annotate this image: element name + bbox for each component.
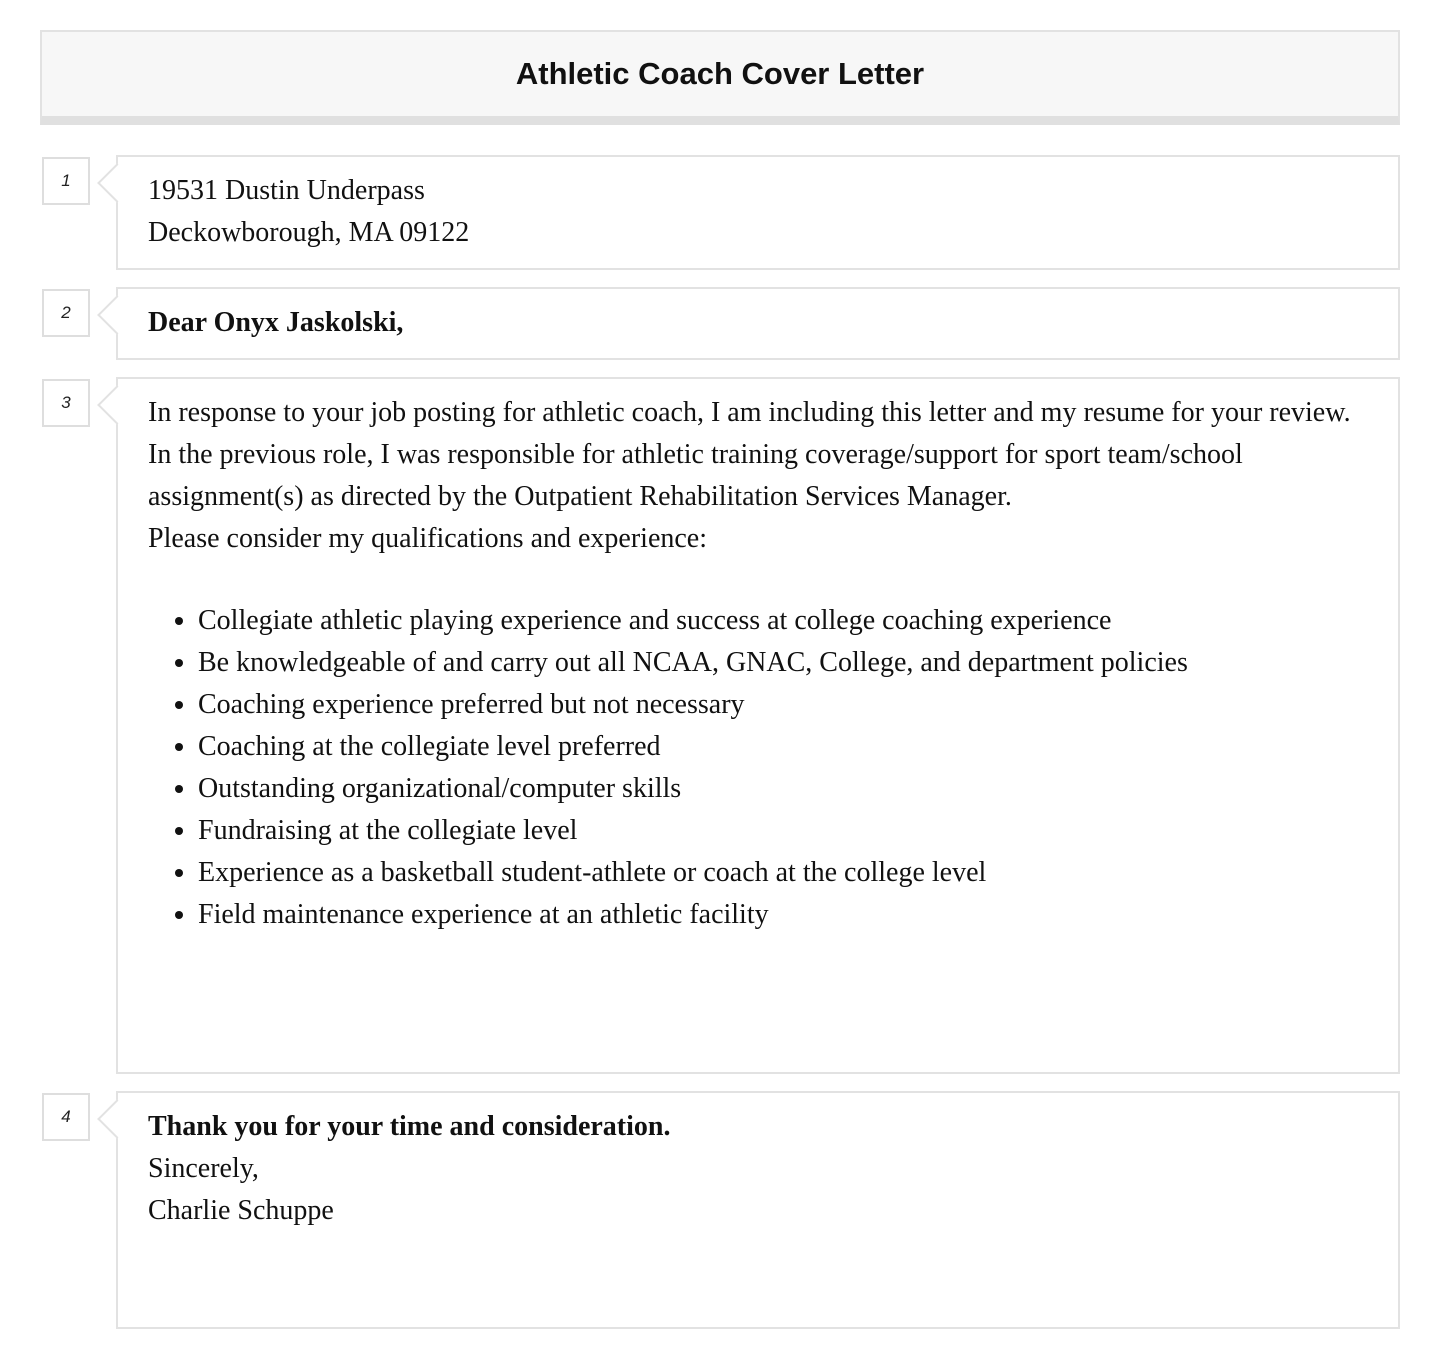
closing-section	[116, 1091, 1400, 1329]
intro-paragraph: In response to your job posting for athletic coach, I am including this letter and my resume for your review.	[148, 397, 1351, 428]
section-number-4: 4	[42, 1093, 90, 1141]
list-item: • Coaching at the collegiate level preferred	[198, 726, 1368, 768]
list-item: • Fundraising at the collegiate level	[198, 810, 1368, 852]
body-section	[116, 377, 1400, 1074]
list-item: • Be knowledgeable of and carry out all NCAA, GNAC, College, and department policies	[198, 642, 1368, 684]
address-section	[116, 155, 1400, 270]
previous-role-paragraph: In the previous role, I was responsible for athletic training coverage/support for sport team/school assignment(s) as directed by the Outpatient Rehabilitation Services Manager.	[148, 439, 1243, 512]
qualifications-list	[198, 600, 1368, 936]
list-item: • Experience as a basketball student-athlete or coach at the college level	[198, 852, 1368, 894]
list-item: • Collegiate athletic playing experience and success at college coaching experience	[198, 600, 1368, 642]
letter-header	[40, 30, 1400, 125]
closing-salutation: Sincerely,	[148, 1153, 259, 1184]
list-item: • Coaching experience preferred but not necessary	[198, 684, 1368, 726]
signature-name: Charlie Schuppe	[148, 1195, 334, 1226]
list-item: • Field maintenance experience at an athletic facility	[198, 894, 1368, 936]
list-item: • Outstanding organizational/computer skills	[198, 768, 1368, 810]
section-number-1: 1	[42, 157, 90, 205]
thanks-line: Thank you for your time and consideration.	[148, 1111, 671, 1142]
address-line-1: 19531 Dustin Underpass	[148, 175, 425, 206]
section-number-3: 3	[42, 379, 90, 427]
greeting-section	[116, 287, 1400, 360]
section-number-2: 2	[42, 289, 90, 337]
address-line-2: Deckowborough, MA 09122	[148, 217, 470, 248]
greeting: Dear Onyx Jaskolski,	[148, 307, 404, 338]
qualifications-intro: Please consider my qualifications and experience:	[148, 523, 708, 554]
page-title: Athletic Coach Cover Letter	[515, 56, 925, 91]
